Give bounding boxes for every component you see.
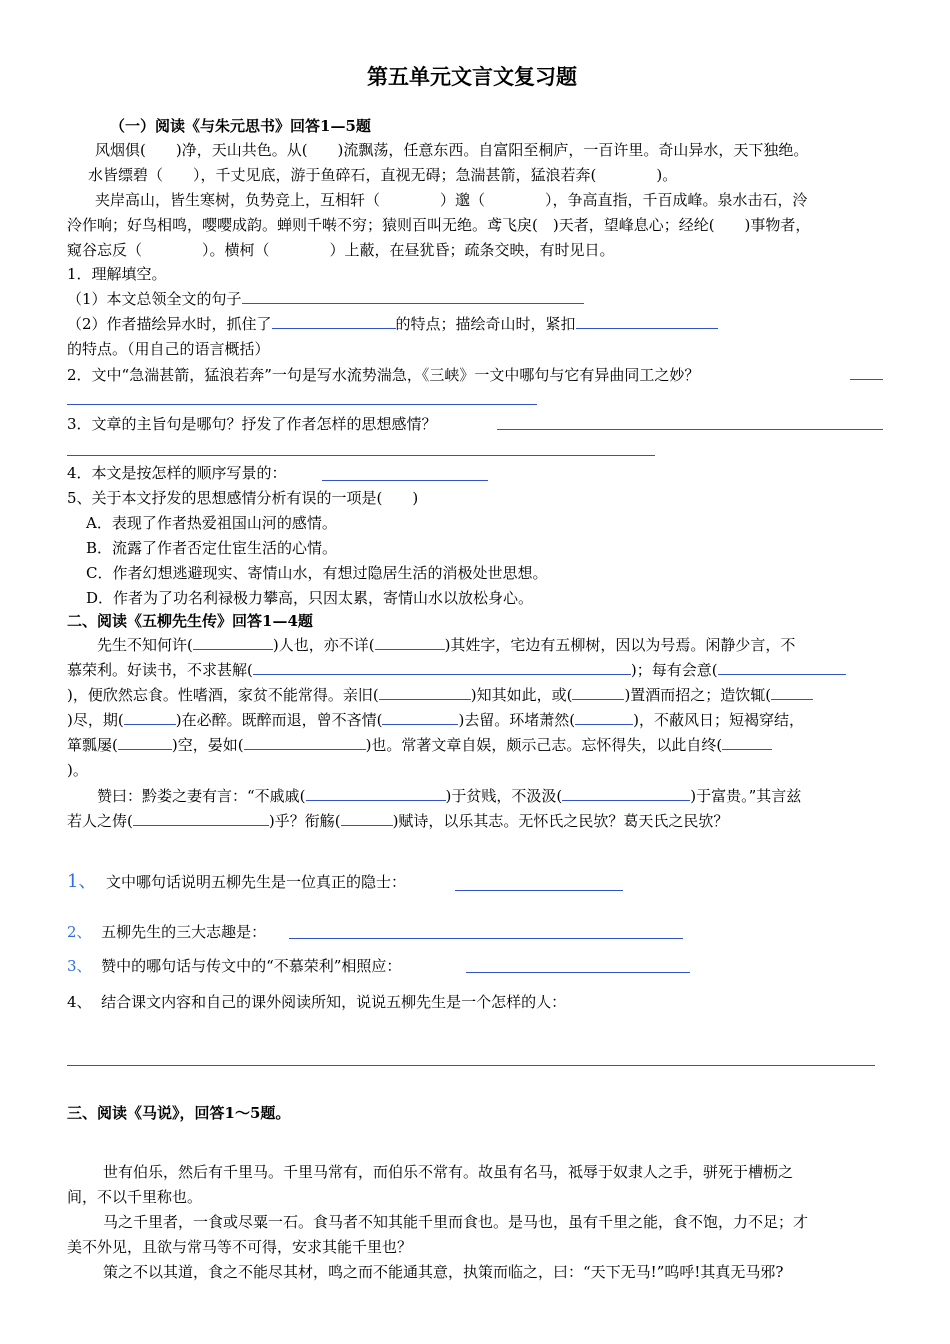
s2-passage-line1	[97, 634, 795, 656]
s2-blank-qiqi[interactable]	[306, 785, 446, 801]
s2-blank-jiji[interactable]	[562, 785, 690, 801]
s2-passage-line8	[67, 810, 728, 832]
s2-q2-number: 2、	[67, 923, 92, 941]
s2-text: 慕荣利。好读书，不求甚解(	[67, 661, 253, 679]
s2-text: )于贫贱，不汲汲(	[445, 787, 563, 805]
s2-passage-line4	[67, 709, 804, 731]
s2-blank-lou[interactable]	[118, 734, 172, 750]
s2-q2-text: 五柳先生的三大志趣是：	[101, 923, 267, 941]
s2-blank-xiaoran[interactable]	[575, 709, 633, 725]
s2-q3-answer-blank[interactable]	[466, 972, 690, 973]
s2-passage-line2	[67, 659, 846, 681]
s2-text: )也。常著文章自娱，颇示己志。忘怀得失，以此自终(	[365, 736, 723, 754]
s1-q1a-text: （1）本文总领全文的句子	[67, 290, 242, 308]
page-title: 第五单元文言文复习题	[367, 64, 577, 89]
s2-text: 若人之俦(	[67, 812, 133, 830]
s1-option-d[interactable]: D．作者为了功名利禄极力攀高，只因太累，寄情山水以放松身心。	[86, 589, 534, 607]
s1-q3-answer-blank1[interactable]	[497, 429, 883, 430]
s2-question1	[67, 871, 406, 893]
s1-passage-line4: 泠作响；好鸟相鸣，嘤嘤成韵。蝉则千啭不穷；猿则百叫无绝。鸢飞戾( )天者，望峰息心；经纶( )事物者，	[67, 216, 811, 234]
s2-blank-xu[interactable]	[193, 634, 273, 650]
s2-passage-line6: )。	[67, 761, 88, 779]
s1-passage-line3: 夹岸高山，皆生寒树，负势竞上，互相轩（ ）邈（ ），争高直指，千百成峰。泉水击石，泠	[95, 191, 808, 209]
section1-heading: （一）阅读《与朱元思书》回答1—5题	[110, 117, 371, 135]
s2-text: )，便欣然忘食。性嗜酒，家贫不能常得。亲旧(	[67, 686, 379, 704]
s2-question4	[67, 991, 566, 1013]
section2-heading: 二、阅读《五柳先生传》回答1—4题	[67, 612, 313, 630]
s2-passage-line5	[67, 734, 772, 756]
s1-question2: 2．文中“急湍甚箭，猛浪若奔”一句是写水流势湍急，《三峡》一文中哪句与它有异曲同工之妙？	[67, 366, 700, 384]
s2-passage-line3	[67, 684, 813, 706]
s2-q1-text: 文中哪句话说明五柳先生是一位真正的隐士：	[106, 873, 407, 891]
s1-option-b[interactable]: B．流露了作者否定仕宦生活的心情。	[86, 539, 338, 557]
s2-text: )空，晏如(	[171, 736, 244, 754]
s1-q1a-answer-blank[interactable]	[242, 288, 584, 304]
s1-option-c[interactable]: C．作者幻想逃避现实、寄情山水，有想过隐居生活的消极处世思想。	[86, 564, 548, 582]
s3-passage-line2: 间，不以千里称也。	[67, 1188, 203, 1206]
s1-q4-answer-blank[interactable]	[322, 480, 488, 481]
s2-text: 先生不知何许(	[97, 636, 193, 654]
s1-q1b-text1: （2）作者描绘异水时，抓住了	[67, 315, 272, 333]
s3-passage-line4: 美不外见，且欲与常马等不可得，安求其能千里也？	[67, 1238, 413, 1256]
s1-question1-part1	[67, 288, 584, 310]
s2-question2	[67, 921, 266, 943]
s1-question5: 5、关于本文抒发的思想感情分析有误的一项是( )	[67, 489, 419, 507]
s2-q4-text: 结合课文内容和自己的课外阅读所知，说说五柳先生是一个怎样的人：	[101, 993, 567, 1011]
s2-text: )；每有会意(	[630, 661, 718, 679]
s2-blank-yanru[interactable]	[244, 734, 366, 750]
s2-text: )去留。环堵萧然(	[458, 711, 576, 729]
s2-passage-line7	[97, 785, 801, 807]
s2-text: )赋诗，以乐其志。无怀氏之民欤？葛天氏之民欤？	[392, 812, 729, 830]
s2-blank-zizhong[interactable]	[722, 734, 772, 750]
s1-q1b-text2: 的特点；描绘奇山时，紧扣	[395, 315, 576, 333]
s3-passage-line5: 策之不以其道，食之不能尽其材，鸣之而不能通其意，执策而临之，曰：“天下无马!”呜呼!其真无马邪?	[103, 1263, 784, 1281]
s2-blank-zhe[interactable]	[771, 684, 813, 700]
s2-question3	[67, 955, 401, 977]
s1-passage-line5: 窥谷忘反（ ）。横柯（ ）上蔽，在昼犹昏；疏条交映，有时见日。	[67, 241, 615, 259]
s2-text: )在必醉。既醉而退，曾不吝情(	[175, 711, 383, 729]
s2-q3-number: 3、	[67, 957, 92, 975]
s2-blank-chou[interactable]	[133, 810, 269, 826]
s1-q2-answer-blank2[interactable]	[67, 404, 537, 405]
s2-q1-number: 1、	[67, 871, 97, 892]
s2-blank-huiyi[interactable]	[718, 659, 846, 675]
s2-text: )知其如此，或(	[470, 686, 573, 704]
s1-q1b-answer-blank2[interactable]	[576, 313, 718, 329]
s3-passage-line1: 世有伯乐，然后有千里马。千里马常有，而伯乐不常有。故虽有名马，祗辱于奴隶人之手，骈死于槽枥之	[103, 1163, 794, 1181]
s1-passage-line1: 风烟俱( )净，天山共色。从( )流飘荡，任意东西。自富阳至桐庐，一百许里。奇山异水，天下独绝。	[95, 141, 809, 159]
s2-blank-qi[interactable]	[124, 709, 176, 725]
s1-q1b-answer-blank1[interactable]	[272, 313, 396, 329]
s2-q4-answer-blank[interactable]	[67, 1065, 875, 1066]
s2-text: )，不蔽风日；短褐穿结，	[633, 711, 805, 729]
section3-heading: 三、阅读《马说》，回答1～5题。	[67, 1104, 291, 1122]
s2-blank-shang[interactable]	[341, 810, 393, 826]
s2-text: )置酒而招之；造饮辄(	[624, 686, 772, 704]
s3-passage-line3: 马之千里者，一食或尽粟一石。食马者不知其能千里而食也。是马也，虽有千里之能，食不饱，力不足；才	[103, 1213, 809, 1231]
s2-text: )其姓字，宅边有五柳树，因以为号焉。闲静少言，不	[444, 636, 796, 654]
s2-text: )尽，期(	[67, 711, 124, 729]
s2-text: 赞曰：黔娄之妻有言：“不戚戚(	[97, 787, 306, 805]
s1-q2-answer-blank1[interactable]	[850, 379, 883, 380]
s2-text: )于富贵。”其言兹	[690, 787, 802, 805]
s2-blank-shenjie[interactable]	[253, 659, 631, 675]
s1-question4: 4．本文是按怎样的顺序写景的：	[67, 464, 287, 482]
s1-question1: 1．理解填空。	[67, 265, 167, 283]
s2-blank-xiang[interactable]	[375, 634, 445, 650]
s1-q3-answer-blank2[interactable]	[67, 455, 655, 456]
s2-text: )人也，亦不详(	[272, 636, 375, 654]
s2-q4-number: 4、	[67, 993, 92, 1011]
s2-q2-answer-blank[interactable]	[289, 938, 683, 939]
s1-option-a[interactable]: A．表现了作者热爱祖国山河的感情。	[86, 514, 337, 532]
s2-q1-answer-blank[interactable]	[455, 890, 623, 891]
s1-question1-part2	[67, 313, 718, 335]
s1-passage-line2: 水皆缥碧（ ），千丈见底，游于鱼碎石，直视无碍；急湍甚箭，猛浪若奔( )。	[88, 166, 678, 184]
s2-blank-qinjiu[interactable]	[379, 684, 471, 700]
s2-blank-huo[interactable]	[572, 684, 624, 700]
s2-text: )乎？衔觞(	[268, 812, 341, 830]
s1-question1-part2-cont: 的特点。（用自己的语言概括）	[67, 340, 270, 358]
s2-q3-text: 赞中的哪句话与传文中的“不慕荣利”相照应：	[101, 957, 402, 975]
s2-blank-linqing[interactable]	[382, 709, 458, 725]
s2-text: 箪瓢屡(	[67, 736, 118, 754]
s1-question3: 3．文章的主旨句是哪句？抒发了作者怎样的思想感情？	[67, 415, 437, 433]
